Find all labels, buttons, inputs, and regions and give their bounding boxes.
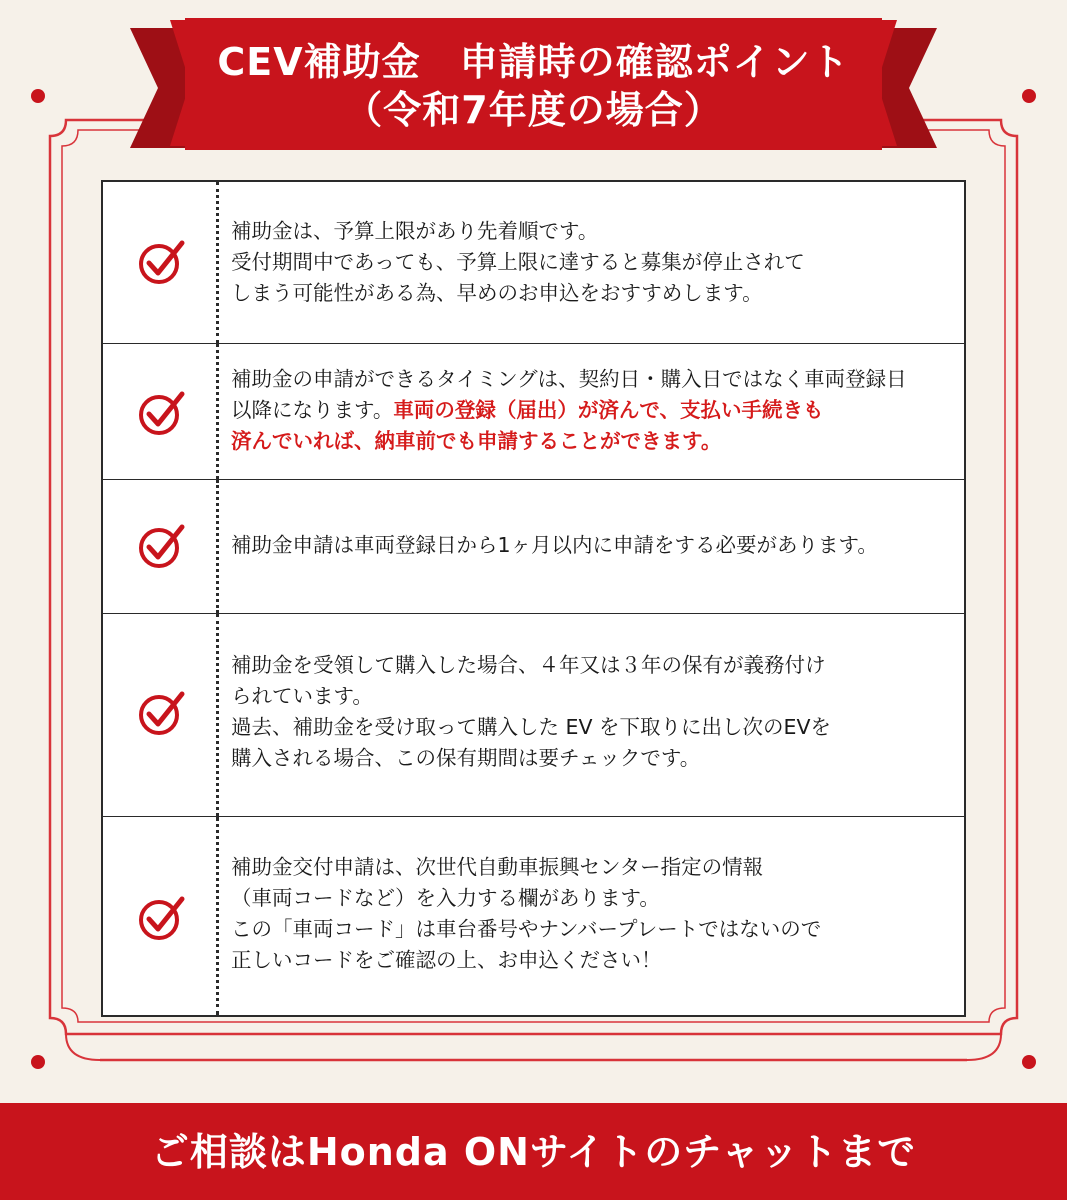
title-line-2: （令和7年度の場合）: [344, 88, 723, 132]
highlight-text: 済んでいれば、納車前でも申請することができます。: [231, 429, 722, 453]
check-icon: [136, 237, 186, 287]
checklist-item-5: [103, 816, 964, 1015]
check-icon: [136, 688, 186, 738]
check-icon: [136, 388, 186, 438]
item-text: 補助金の申請ができるタイミングは、契約日・購入日ではなく車両登録日 以降になります。車両の登録（届出）が済んで、支払い手続きも 済んでいれば、納車前でも申請することができます。: [231, 364, 958, 457]
highlight-text: 車両の登録（届出）が済んで、支払い手続きも: [393, 398, 824, 422]
checklist-item-1: [103, 182, 964, 343]
item-text: 補助金は、予算上限があり先着順です。 受付期間中であっても、予算上限に達すると募集が停止されて しまう可能性がある為、早めのお申込をおすすめします。: [231, 219, 805, 305]
dotted-divider: [216, 344, 219, 479]
dotted-divider: [216, 614, 219, 816]
checklist-card: [101, 180, 966, 1017]
check-icon: [136, 893, 186, 943]
item-text: 補助金申請は車両登録日から1ヶ月以内に申請をする必要があります。: [231, 533, 878, 557]
checklist-item-3: [103, 479, 964, 613]
dotted-divider: [216, 817, 219, 1015]
dotted-divider: [216, 182, 219, 343]
check-icon: [136, 521, 186, 571]
item-text: 補助金交付申請は、次世代自動車振興センター指定の情報 （車両コードなど）を入力する欄があります。 この「車両コード」は車台番号やナンバープレートではないので 正しいコードをご確認の上、お申込ください！: [231, 855, 822, 972]
page-title: [170, 38, 897, 134]
item-text: 補助金を受領して購入した場合、４年又は３年の保有が義務付け られています。 過去、補助金を受け取って購入した EV を下取りに出し次のEVを 購入される場合、この保有期間は要チェックです。: [231, 653, 831, 770]
checklist-item-4: [103, 613, 964, 816]
checklist-item-2: [103, 343, 964, 479]
dotted-divider: [216, 480, 219, 613]
footer-cta-text: ご相談はHonda ONサイトのチャットまで: [150, 1130, 917, 1174]
title-line-1: CEV補助金 申請時の確認ポイント: [217, 40, 850, 84]
